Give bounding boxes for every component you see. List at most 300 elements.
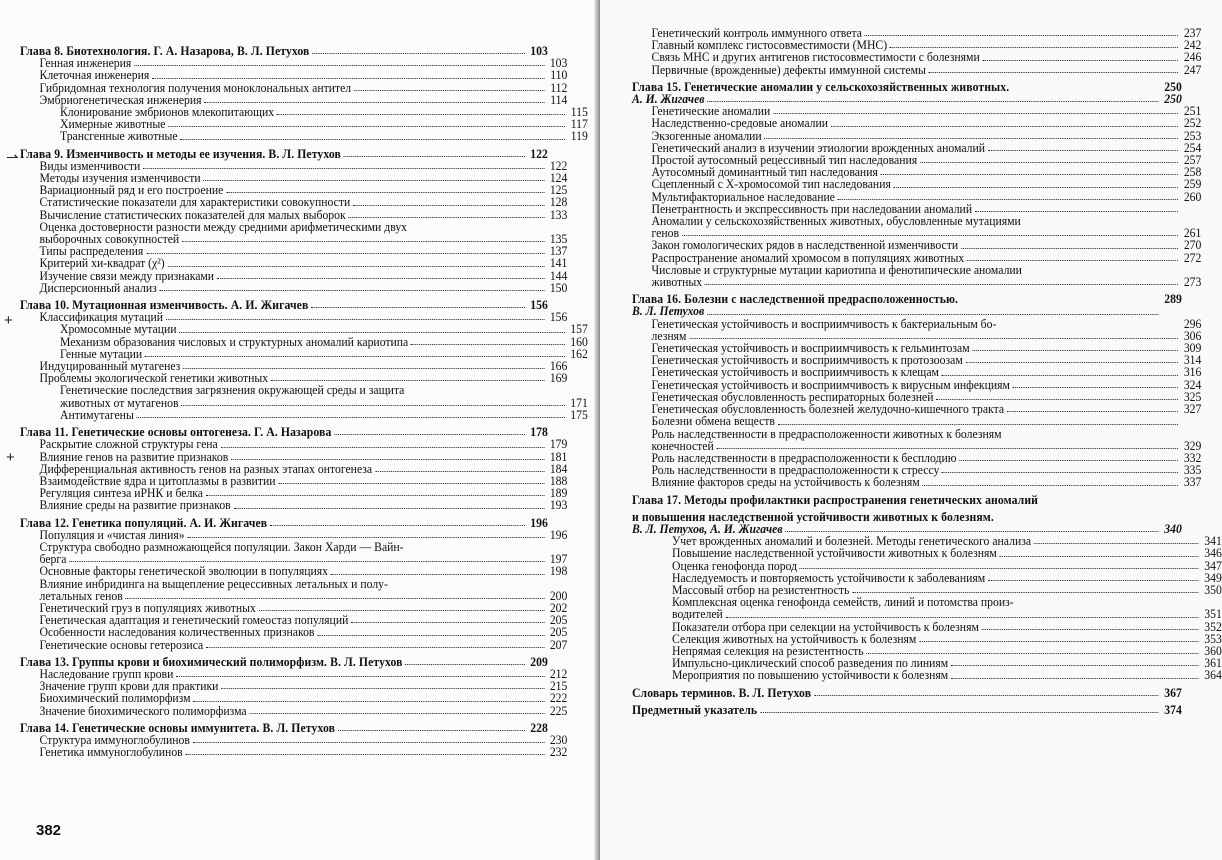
dot-leader [967, 259, 1178, 261]
dot-leader [231, 458, 544, 460]
entry-title: Вычисление статистических показателей для малых выборок [39, 207, 346, 222]
entry-title: Генетический анализ в изучении этиологии врожденных аномалий [651, 140, 986, 155]
dot-leader [982, 628, 1199, 630]
page-ref: 347 [1204, 558, 1222, 573]
dot-leader [259, 609, 544, 611]
dot-leader [234, 507, 545, 509]
entry-title: Генетика иммуноглобулинов [39, 745, 183, 760]
page-ref: 175 [570, 407, 588, 422]
right-page [600, 0, 1222, 860]
entry-title: Распространение аномалий хромосом в популяциях животных [651, 250, 965, 265]
dot-leader [966, 361, 1179, 363]
dot-leader [391, 586, 544, 587]
dot-leader [689, 337, 1178, 339]
chapter-heading [632, 81, 1182, 93]
entry-title: Взаимодействие ядра и цитоплазмы в развитии [39, 473, 276, 488]
entry-title: Глава 17. Методы профилактики распространения генетических аномалий [632, 492, 1039, 507]
entry-title: Регуляция синтеза иРНК и белка [39, 486, 204, 501]
dot-leader [217, 277, 544, 279]
page-ref: 250 [1164, 79, 1182, 94]
page-ref: 327 [1183, 402, 1202, 417]
dot-leader [707, 100, 1158, 102]
page-ref: 197 [549, 552, 568, 567]
dot-leader [929, 71, 1178, 73]
page-ref: 193 [549, 498, 568, 513]
page-ref: 352 [1204, 619, 1222, 634]
page-ref: 209 [530, 654, 548, 669]
entry-title: Глава 16. Болезни с наследственной предрасположенностью. [632, 292, 959, 307]
margin-mark: ⇀ [6, 149, 19, 166]
entry-title: Генетические последствия загрязнения окружающей среды и защита [59, 383, 405, 398]
dot-leader [951, 664, 1199, 666]
dot-leader [160, 289, 545, 291]
page-ref: 112 [550, 80, 568, 95]
dot-leader [764, 137, 1178, 139]
page-ref: 157 [570, 322, 588, 337]
entry-title: Генетическая устойчивость и восприимчивость к клещам [651, 365, 939, 380]
dot-leader [726, 616, 1199, 618]
dot-leader [923, 484, 1179, 486]
entry-title: Глава 15. Генетические аномалии у сельскохозяйственных животных. [632, 79, 1010, 94]
page-ref: 296 [1183, 316, 1202, 331]
dot-leader [1025, 272, 1178, 273]
entry-title: Генетическая обусловленность болезней желудочно-кишечного тракта [651, 402, 1005, 417]
page-ref: 103 [549, 56, 568, 71]
entry-title: Генная инженерия [39, 56, 132, 71]
dot-leader [249, 712, 544, 714]
dot-leader [838, 198, 1178, 200]
page-number: 382 [36, 822, 62, 839]
entry-title: Структура иммуноглобулинов [39, 732, 190, 747]
page-ref: 232 [549, 745, 568, 760]
entry-title: Значение биохимического полиморфизма [39, 703, 247, 718]
page-ref: 252 [1183, 116, 1202, 131]
toc-entry [20, 705, 567, 717]
dot-leader [707, 313, 1159, 315]
dot-leader [936, 398, 1178, 400]
dot-leader [278, 482, 544, 484]
dot-leader [331, 573, 544, 575]
entry-title: Аномалии у сельскохозяйственных животных, обусловленные мутациями [651, 214, 1021, 229]
dot-leader [890, 46, 1178, 48]
dot-leader [894, 186, 1178, 188]
page-ref: 119 [570, 129, 588, 144]
entry-title: берга [39, 552, 67, 567]
entry-title: В. Л. Петухов, А. И. Жигачев [632, 521, 783, 536]
page-ref: 202 [549, 600, 568, 615]
page-ref: 350 [1204, 582, 1222, 597]
dot-leader [852, 591, 1198, 593]
page-ref: 251 [1183, 104, 1202, 119]
entry-title: Трансгенные животные [59, 129, 178, 144]
dot-leader [375, 470, 544, 472]
margin-mark: + [6, 449, 15, 466]
page-ref: 341 [1204, 534, 1222, 549]
entry-title: Глава 11. Генетические основы онтогенеза. Г. А. Назарова [20, 425, 332, 440]
entry-title: Роль наследственности в предрасположенности к бесплодию [651, 450, 957, 465]
page-ref: 309 [1183, 341, 1202, 356]
dot-leader [145, 355, 565, 357]
page-ref: 337 [1183, 475, 1202, 490]
page-ref: 261 [1183, 226, 1202, 241]
dot-leader [226, 191, 544, 193]
entry-title: Глава 9. Изменчивость и методы ее изучения. В. Л. Петухов [20, 146, 341, 161]
entry-title: Изучение связи между признаками [39, 268, 215, 283]
dot-leader [760, 711, 1159, 713]
dot-leader [406, 549, 544, 550]
dot-leader [999, 326, 1178, 327]
dot-leader [785, 530, 1158, 532]
page-ref: 205 [549, 613, 568, 628]
entry-title: Генетический груз в популяциях животных [39, 600, 256, 615]
page-ref: 324 [1183, 377, 1202, 392]
dot-leader [185, 753, 544, 755]
entry-title: летальных генов [39, 588, 123, 603]
dot-leader [354, 89, 544, 91]
entry-title: Связь МНС и других антигенов гистосовместимости с болезнями [651, 50, 980, 65]
entry-title: Глава 12. Генетика популяций. А. И. Жигачев [20, 515, 268, 530]
page-ref: 246 [1183, 50, 1202, 65]
dot-leader [348, 216, 544, 218]
entry-title: Пенетрантность и экспрессивность при наследовании аномалий [651, 201, 973, 216]
entry-title: Генетические аномалии [651, 104, 771, 119]
toc-entry [632, 318, 1201, 330]
dot-leader [317, 634, 544, 636]
dot-leader [203, 179, 544, 181]
entry-title: Критерий хи-квадрат (χ²) [39, 256, 165, 271]
entry-title: Дисперсионный анализ [39, 280, 157, 295]
page-ref: 212 [549, 666, 568, 681]
dot-leader [717, 447, 1179, 449]
entry-title: водителей [671, 607, 723, 622]
dot-leader [920, 161, 1178, 163]
dot-leader [983, 59, 1179, 61]
toc-entry [20, 409, 588, 421]
entry-title: генов [651, 226, 680, 241]
dot-leader [204, 101, 544, 103]
page-ref: 150 [549, 280, 568, 295]
dot-leader [176, 675, 544, 677]
entry-title: Особенности наследования количественных признаков [39, 625, 315, 640]
toc-entry [632, 276, 1201, 288]
entry-title: Импульсно-циклический способ разведения по линиям [671, 656, 949, 671]
dot-leader [206, 646, 544, 648]
page-ref: 361 [1204, 656, 1222, 671]
dot-leader [411, 343, 565, 345]
dot-leader [69, 560, 544, 562]
page-ref: 135 [549, 232, 568, 247]
page-ref: 179 [549, 437, 568, 452]
page-ref: 196 [549, 527, 568, 542]
dot-leader [181, 404, 564, 406]
dot-leader [168, 125, 564, 127]
dot-leader [311, 306, 524, 308]
page-ref: 314 [1183, 353, 1202, 368]
dot-leader [831, 125, 1178, 127]
dot-leader [1012, 89, 1159, 90]
entry-title: Повышение наследственной устойчивости животных к болезням [671, 546, 997, 561]
page-ref: 188 [549, 473, 568, 488]
dot-leader [351, 621, 544, 623]
dot-leader [972, 349, 1178, 351]
page-ref: 160 [570, 334, 588, 349]
dot-leader [773, 112, 1178, 114]
page-ref: 351 [1204, 607, 1222, 622]
page-ref: 124 [549, 171, 568, 186]
dot-leader [705, 283, 1178, 285]
dot-leader [1016, 604, 1198, 605]
page-ref: 128 [549, 195, 568, 210]
entry-title: Глава 14. Генетические основы иммунитета. В. Л. Петухов [20, 720, 336, 735]
page-ref: 162 [570, 346, 588, 361]
toc-entry [632, 64, 1201, 76]
dot-leader [221, 446, 545, 448]
dot-leader [193, 741, 544, 743]
page-ref: 184 [549, 461, 568, 476]
page-ref: 189 [549, 486, 568, 501]
page-ref: 346 [1204, 546, 1222, 561]
page-ref: 367 [1164, 685, 1182, 700]
dot-leader [988, 579, 1199, 581]
toc-entry [20, 541, 567, 553]
dot-leader [997, 519, 1159, 520]
page-ref: 156 [530, 298, 548, 313]
page-ref: 169 [549, 371, 568, 386]
entry-title: Аутосомный доминантный тип наследования [651, 165, 878, 180]
dot-leader [143, 167, 544, 169]
entry-title: Предметный указатель [632, 702, 758, 717]
toc-entry [20, 499, 567, 511]
entry-title: Непрямая селекция на резистентность [671, 643, 864, 658]
entry-title: Комплексная оценка генофонда семейств, линий и потомства произ- [671, 595, 1014, 610]
entry-title: Закон гомологических рядов в наследственной изменчивости [651, 238, 959, 253]
dot-leader [1034, 542, 1199, 544]
dot-leader [961, 301, 1159, 302]
entry-title: Популяция и «чистая линия» [39, 527, 185, 542]
entry-title: животных от мутагенов [59, 395, 179, 410]
dot-leader [778, 423, 1178, 425]
dot-leader [919, 640, 1198, 642]
page-ref: 250 [1164, 92, 1182, 107]
dot-leader [1007, 410, 1178, 412]
toc-entry [632, 264, 1201, 276]
entry-title: Хромосомные мутации [59, 322, 177, 337]
dot-leader [410, 229, 544, 230]
entry-title: Генетическая устойчивость и восприимчивость к протозоозам [651, 353, 963, 368]
entry-title: Эмбриогенетическая инженерия [39, 92, 202, 107]
page-ref: 289 [1164, 292, 1182, 307]
entry-title: Механизм образования числовых и структурных аномалий кариотипа [59, 334, 409, 349]
entry-title: и повышения наследственной устойчивости животных к болезням. [632, 509, 994, 524]
page-ref: 222 [549, 691, 568, 706]
dot-leader [344, 155, 525, 157]
entry-title: Статистические показатели для характеристики совокупности [39, 195, 351, 210]
margin-mark: + [4, 312, 13, 329]
entry-title: Массовый отбор на резистентность [671, 582, 850, 597]
entry-title: Роль наследственности в предрасположенности животных к болезням [651, 426, 1002, 441]
page-ref: 137 [549, 244, 568, 259]
entry-title: Наследственно-средовые аномалии [651, 116, 829, 131]
dot-leader [405, 663, 524, 665]
dot-leader [334, 433, 524, 435]
dot-leader [865, 34, 1178, 36]
dot-leader [338, 729, 525, 731]
entry-title: Болезни обмена веществ [651, 414, 775, 429]
chapter-heading [632, 704, 1182, 716]
entry-title: Мультифакториальное наследование [651, 189, 835, 204]
page-ref: 110 [550, 68, 568, 83]
page-ref: 198 [549, 564, 568, 579]
entry-title: Вариационный ряд и его построение [39, 183, 224, 198]
page-ref: 122 [549, 158, 568, 173]
page-ref: 258 [1183, 165, 1202, 180]
entry-title: Дифференциальная активность генов на разных этапах онтогенеза [39, 461, 373, 476]
page-ref: 242 [1183, 38, 1202, 53]
dot-leader [206, 494, 544, 496]
entry-title: Влияние генов на развитие признаков [39, 449, 229, 464]
dot-leader [271, 379, 544, 381]
dot-leader [881, 173, 1178, 175]
dot-leader [682, 234, 1178, 236]
page-ref: 207 [549, 637, 568, 652]
page-ref: 200 [549, 588, 568, 603]
page-ref: 332 [1183, 450, 1202, 465]
entry-title: А. И. Жигачев [632, 92, 705, 107]
entry-title: Генные мутации [59, 346, 143, 361]
toc-entry [632, 428, 1201, 440]
dot-leader [183, 367, 544, 369]
entry-title: Биохимический полиморфизм [39, 691, 191, 706]
chapter-heading [632, 293, 1182, 305]
dot-leader [152, 77, 544, 79]
page-ref: 228 [530, 720, 548, 735]
entry-title: Роль наследственности в предрасположенности к стрессу [651, 463, 940, 478]
entry-title: Числовые и структурные мутации кариотипа и фенотипические аномалии [651, 262, 1022, 277]
entry-title: Раскрытие сложной структуры гена [39, 437, 218, 452]
left-page [0, 0, 600, 860]
page-ref: 166 [549, 359, 568, 374]
page-ref: 360 [1204, 643, 1222, 658]
dot-leader [179, 331, 564, 333]
entry-title: Экзогенные аномалии [651, 128, 762, 143]
page-ref: 306 [1183, 328, 1202, 343]
dot-leader [407, 393, 564, 394]
dot-leader [182, 240, 544, 242]
toc-entry [632, 669, 1222, 681]
chapter-heading [632, 494, 1182, 506]
entry-title: Главный комплекс гистосовместимости (МНС) [651, 38, 888, 53]
page-ref: 230 [549, 732, 568, 747]
page-ref: 340 [1164, 521, 1182, 536]
toc-entry [20, 282, 567, 294]
dot-leader [1013, 386, 1178, 388]
page-ref: 349 [1204, 570, 1222, 585]
dot-leader [800, 567, 1199, 569]
entry-title: Классификация мутаций [39, 310, 164, 325]
entry-title: Влияние инбридинга на выщепление рецессивных летальных и полу- [39, 576, 388, 591]
toc-entry [20, 746, 567, 758]
entry-title: животных [651, 275, 703, 290]
dot-leader [134, 64, 544, 66]
dot-leader [959, 459, 1178, 461]
dot-leader [180, 138, 564, 140]
entry-title: Глава 13. Группы крови и биохимический полиморфизм. В. Л. Петухов [20, 654, 403, 669]
page-ref: 205 [549, 625, 568, 640]
page-ref: 122 [530, 146, 548, 161]
dot-leader [126, 597, 545, 599]
entry-title: Учет врожденных аномалий и болезней. Методы генетического анализа [671, 534, 1032, 549]
page-ref: 156 [549, 310, 568, 325]
page-ref: 117 [570, 117, 588, 132]
entry-title: Наследование групп крови [39, 666, 174, 681]
page-ref: 316 [1183, 365, 1202, 380]
page-ref: 335 [1183, 463, 1202, 478]
entry-title: Химерные животные [59, 117, 166, 132]
entry-title: Генетическая устойчивость и восприимчивость к бактериальным бо- [651, 316, 997, 331]
entry-title: Первичные (врожденные) дефекты иммунной системы [651, 62, 926, 77]
page-ref: 171 [570, 395, 588, 410]
entry-title: конечностей [651, 438, 714, 453]
dot-leader [942, 374, 1178, 376]
page-ref: 353 [1204, 631, 1222, 646]
entry-title: Влияние среды на развитие признаков [39, 498, 231, 513]
page-ref: 253 [1183, 128, 1202, 143]
entry-title: В. Л. Петухов [632, 304, 705, 319]
dot-leader [146, 252, 544, 254]
dot-leader [1000, 555, 1199, 557]
dot-leader [975, 210, 1178, 212]
entry-title: Гибридомная технология получения моноклональных антител [39, 80, 352, 95]
page-ref: 364 [1204, 668, 1222, 683]
dot-leader [1004, 436, 1178, 437]
dot-leader [187, 536, 544, 538]
entry-title: Генетические основы гетерозиса [39, 637, 204, 652]
page-ref: 125 [549, 183, 568, 198]
page-ref: 270 [1183, 238, 1202, 253]
dot-leader [866, 652, 1198, 654]
dot-leader [1024, 223, 1179, 224]
entry-title: Виды изменчивости [39, 158, 141, 173]
dot-leader [1041, 502, 1159, 503]
entry-title: Селекция животных на устойчивость к болезням [671, 631, 917, 646]
entry-title: Методы изучения изменчивости [39, 171, 201, 186]
entry-title: Оценка генофонда пород [671, 558, 798, 573]
dot-leader [988, 149, 1178, 151]
toc-entry [632, 476, 1201, 488]
entry-title: Простой аутосомный рецессивный тип наследования [651, 153, 918, 168]
dot-leader [353, 204, 544, 206]
entry-title: Показатели отбора при селекции на устойчивость к болезням [671, 619, 979, 634]
page-ref: 181 [549, 449, 568, 464]
page-ref: 237 [1183, 26, 1202, 40]
dot-leader [277, 113, 565, 115]
chapter-heading [632, 687, 1182, 699]
page-ref: 178 [530, 425, 548, 440]
toc-entry [632, 215, 1201, 227]
page-ref: 254 [1183, 140, 1202, 155]
left-toc [20, 40, 588, 760]
page-ref: 260 [1183, 189, 1202, 204]
dot-leader [312, 52, 524, 54]
right-toc [632, 26, 1222, 717]
page-ref: 273 [1183, 275, 1202, 290]
entry-title: Генетическая устойчивость и восприимчивость к вирусным инфекциям [651, 377, 1010, 392]
dot-leader [961, 247, 1178, 249]
dot-leader [270, 524, 525, 526]
page-ref: 141 [549, 256, 568, 271]
entry-title: Типы распределения [39, 244, 144, 259]
page-ref: 225 [549, 703, 568, 718]
